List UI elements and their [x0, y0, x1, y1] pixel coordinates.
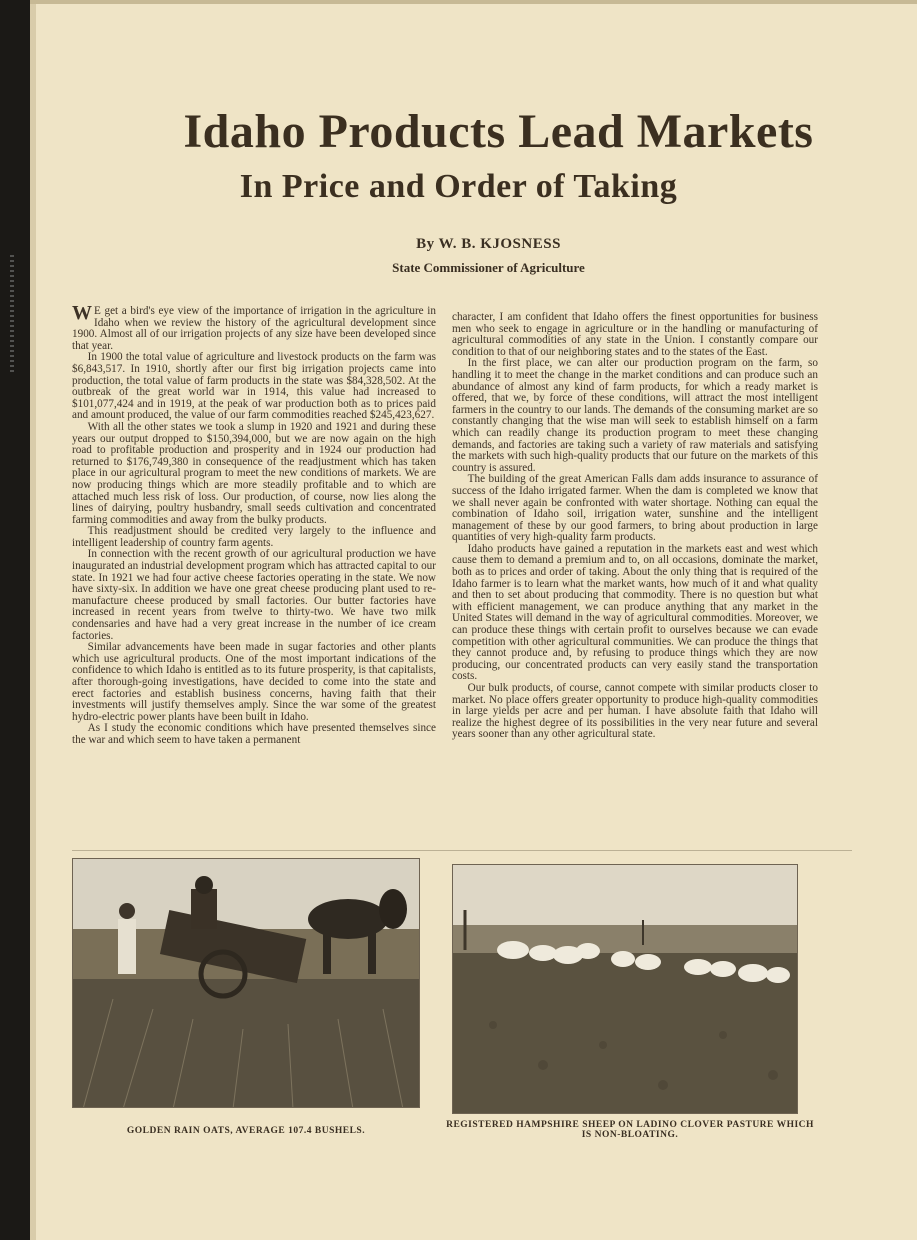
scan-ruler-marks	[10, 255, 14, 375]
paragraph: With all the other states we took a slump in 1920 and 1921 and during these years our output dropped to $150,394,000, but we are now again on the high road to profitable production and prosperity and in 1924 our production had returned to $176,749,380 in consequence of the readjustment which has taken place in our agricultural program to meet the new conditions of markets. We are now producing things which are more steadily profitable and to which are attached much less risk of loss. Our production, of course, now lies along the lines of dairying, poultry husbandry, small seeds cultivation and concentrated farming commodities and away from the bulky products.	[72, 420, 436, 526]
paragraph: This readjustment should be credited very largely to the influence and intelligent leadership of country farm agents.	[72, 525, 436, 549]
oats-harvest-illustration	[73, 859, 420, 1108]
sheep-pasture-illustration	[453, 865, 798, 1114]
paragraph: Our bulk products, of course, cannot compete with similar products closer to market. No place offers greater opportunity to produce high-quality commodities in large yields per acre and per human. I have absolute faith that Idaho will realize the highest degree of its possibilities in the very near future and several years sooner than any other agricultural state.	[452, 682, 818, 741]
paragraph: In 1900 the total value of agriculture and livestock products on the farm was $6,843,517. In 1910, shortly after our first big irrigation projects came into production, the total value of farm products in the state was $84,328,502. At the outbreak of the great world war in 1914, this value had increased to $101,077,424 and in 1919, at the peak of war production both as to prices paid and amount produced, the value of our farm commodities reached $245,423,627.	[72, 351, 436, 422]
photo-caption: REGISTERED HAMPSHIRE SHEEP ON LADINO CLOVER PASTURE WHICH IS NON-BLOATING.	[446, 1120, 814, 1140]
author-role: State Commissioner of Agriculture	[392, 260, 585, 275]
paragraph: As I study the economic conditions which have presented themselves since the war and which seem to have taken a permanent	[72, 722, 436, 746]
article-title: Idaho Products Lead Markets	[183, 105, 814, 158]
article-subtitle: In Price and Order of Taking	[239, 168, 678, 205]
text-column-right	[452, 312, 818, 741]
paragraph: Similar advancements have been made in sugar factories and other plants which use agricultural products. One of the most important indications of the confidence to which Idaho is entitled as to its future prosperity, is that capitalists, after thorough-going investigations, have decided to come into the state and erect factories and establish business concerns, having faith that their investments will justify themselves amply. Since the war some of the greatest hydro-electric power plants have been built in Idaho.	[72, 641, 436, 723]
sheep-pasture-photo	[452, 864, 798, 1114]
drop-cap: W	[72, 302, 92, 324]
section-divider	[72, 850, 852, 851]
paragraph: The building of the great American Falls dam adds insurance to assurance of success of the Idaho irrigated farmer. When the dam is completed we know that we shall never again be confronted with water shortage. Nothing can equal the combination of Idaho soil, irrigation water, sunshine and the intelligent management of these by our good farmers, to bring about production in large quantities of very high-quality farm products.	[452, 473, 818, 544]
paragraph: W E get a bird's eye view of the importance of irrigation in the agriculture in Idaho when we review the history of the agricultural development since 1900. Almost all of our irrigation projects of any size have been developed since that year.	[72, 302, 436, 352]
text-column-left	[72, 302, 436, 747]
photo-caption: GOLDEN RAIN OATS, AVERAGE 107.4 BUSHELS.	[126, 1126, 366, 1136]
paragraph: In connection with the recent growth of our agricultural production we have inaugurated an industrial development program which has attracted capital to our state. In 1921 we had four active cheese factories operating in the state. We now have sixty-six. In addition we have one great cheese producing plant used to re-manufacture cheese produced by small factories. Our butter factories have increased in recent years from twelve to thirty-two. We have two milk condensaries and have had a very great increase in the number of ice cream factories.	[72, 548, 436, 642]
paragraph: Idaho products have gained a reputation in the markets east and west which cause them to demand a premium and to, on all occasions, dominate the market, both as to prices and order of taking. About the only thing that is required of the Idaho farmer is to learn what the market wants, how much of it and what quality and then to set about producing that commodity. There is no question but what with efficient management, we can produce anything that any market in the United States will demand in the way of agricultural commodities. Moreover, we can produce these things with certain profit to ourselves because we can evade competition with other agricultural communities. We can produce the things that they cannot produce and, by refusing to produce things which they are now producing, our concentrated products can very easily stand the transportation costs.	[452, 542, 818, 683]
paragraph: character, I am confident that Idaho offers the finest opportunities for business men who seek to engage in agriculture or in the handling or manufacturing of agricultural commodities of any state in the Union. I constantly compare our condition to that of our neighboring states and to the states of the East.	[452, 311, 818, 358]
byline: By W. B. KJOSNESS	[416, 236, 561, 252]
paragraph: In the first place, we can alter our production program on the farm, so handling it to meet the change in the market conditions and can produce such an abundance of almost any kind of farm products, for which a ready market is offered, that we, by force of these conditions, will attract the most intelligent farmers in the country to our lands. The demands of the consuming market are so constantly changing that the wise man will seek to establish himself on a farm which can readily change its production program to meet these changing demands, and factories are taking such a variety of raw materials and satisfying the markets with such high-quality products that our future on the markets of this country is assured.	[452, 357, 818, 474]
oats-harvest-photo	[72, 858, 420, 1108]
